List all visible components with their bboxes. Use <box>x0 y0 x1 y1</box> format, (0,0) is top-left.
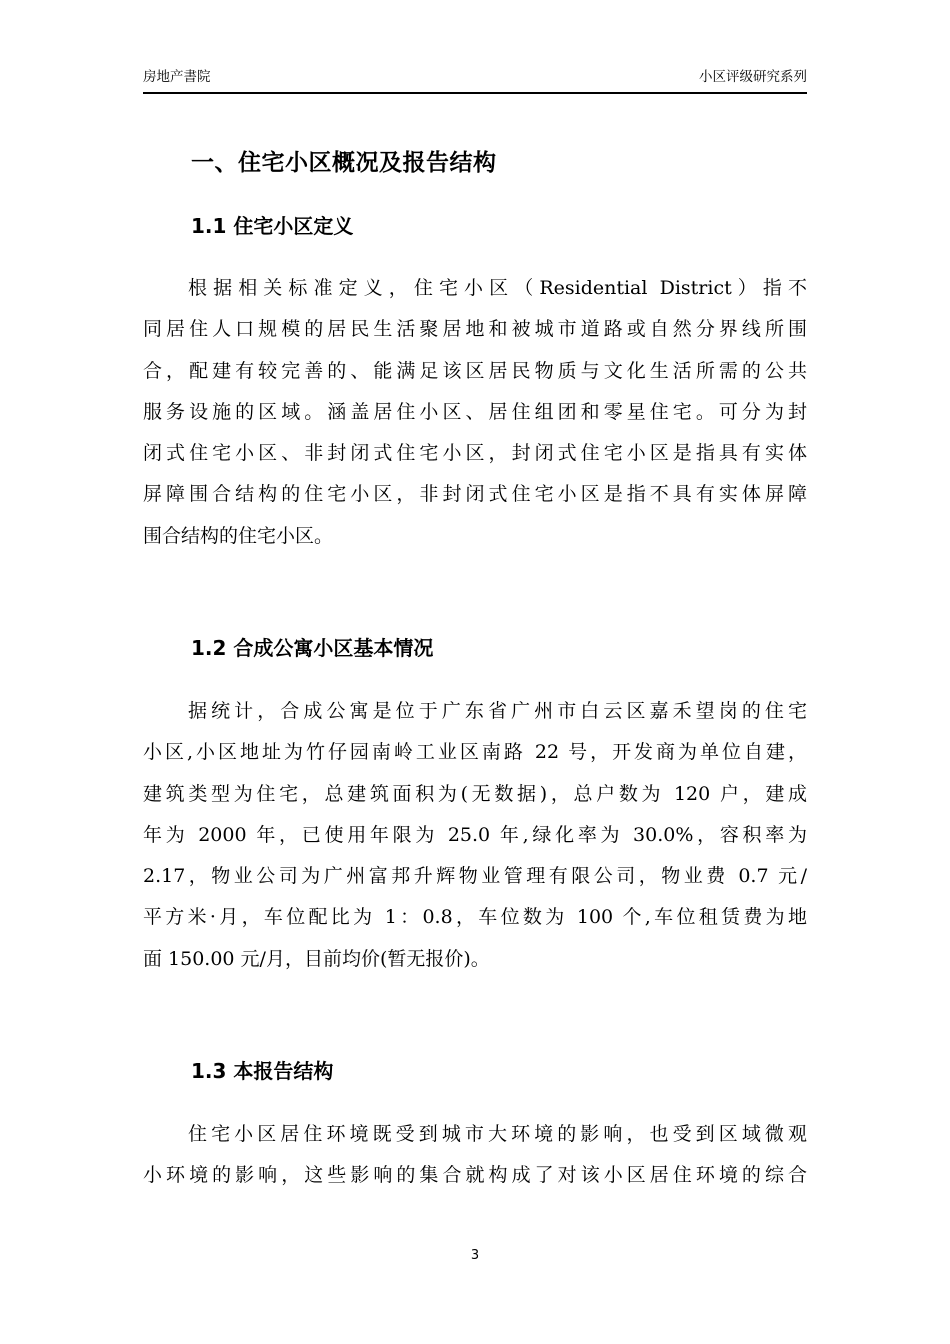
paragraph-line: 平方米·月，车位配比为 1：0.8，车位数为 100 个,车位租赁费为地 <box>143 906 807 929</box>
paragraph-line: 服务设施的区域。涵盖居住小区、居住组团和零星住宅。可分为封 <box>143 400 807 423</box>
section-1-2-paragraph <box>143 691 807 980</box>
paragraph-line: 闭式住宅小区、非封闭式住宅小区，封闭式住宅小区是指具有实体 <box>143 442 807 465</box>
section-heading-1-3: 1.3 本报告结构 <box>191 1059 334 1083</box>
paragraph-line: 建筑类型为住宅，总建筑面积为(无数据)，总户数为 120 户，建成 <box>143 782 807 805</box>
paragraph-line: 2.17，物业公司为广州富邦升辉物业管理有限公司，物业费 0.7 元/ <box>143 865 807 888</box>
paragraph-line: 小环境的影响，这些影响的集合就构成了对该小区居住环境的综合 <box>143 1164 807 1187</box>
paragraph-line: 住宅小区居住环境既受到城市大环境的影响，也受到区域微观 <box>188 1123 807 1145</box>
section-heading-1-1: 1.1 住宅小区定义 <box>191 214 354 238</box>
paragraph-line: 屏障围合结构的住宅小区，非封闭式住宅小区是指不具有实体屏障 <box>143 483 807 506</box>
page-header <box>143 66 807 94</box>
paragraph-line: 年为 2000 年，已使用年限为 25.0 年,绿化率为 30.0%，容积率为 <box>143 823 807 846</box>
paragraph-line: 据统计，合成公寓是位于广东省广州市白云区嘉禾望岗的住宅 <box>188 700 807 722</box>
section-1-3-paragraph <box>143 1114 807 1197</box>
header-series-title: 小区评级研究系列 <box>699 69 807 85</box>
header-publisher: 房地产書院 <box>143 69 211 85</box>
page-number: 3 <box>470 1248 480 1263</box>
paragraph-line: 根据相关标准定义，住宅小区（Residential District）指不 <box>188 277 807 299</box>
paragraph-line: 合，配建有较完善的、能满足该区居民物质与文化生活所需的公共 <box>143 359 807 382</box>
paragraph-line: 面 150.00 元/月，目前均价(暂无报价)。 <box>143 947 490 970</box>
section-heading-1-2: 1.2 合成公寓小区基本情况 <box>191 636 434 660</box>
paragraph-line: 同居住人口规模的居民生活聚居地和被城市道路或自然分界线所围 <box>143 318 807 341</box>
section-1-1-paragraph <box>143 268 807 557</box>
chapter-title: 一、住宅小区概况及报告结构 <box>191 150 497 176</box>
paragraph-line: 小区,小区地址为竹仔园南岭工业区南路 22 号，开发商为单位自建， <box>143 741 807 764</box>
paragraph-line: 围合结构的住宅小区。 <box>143 524 334 547</box>
